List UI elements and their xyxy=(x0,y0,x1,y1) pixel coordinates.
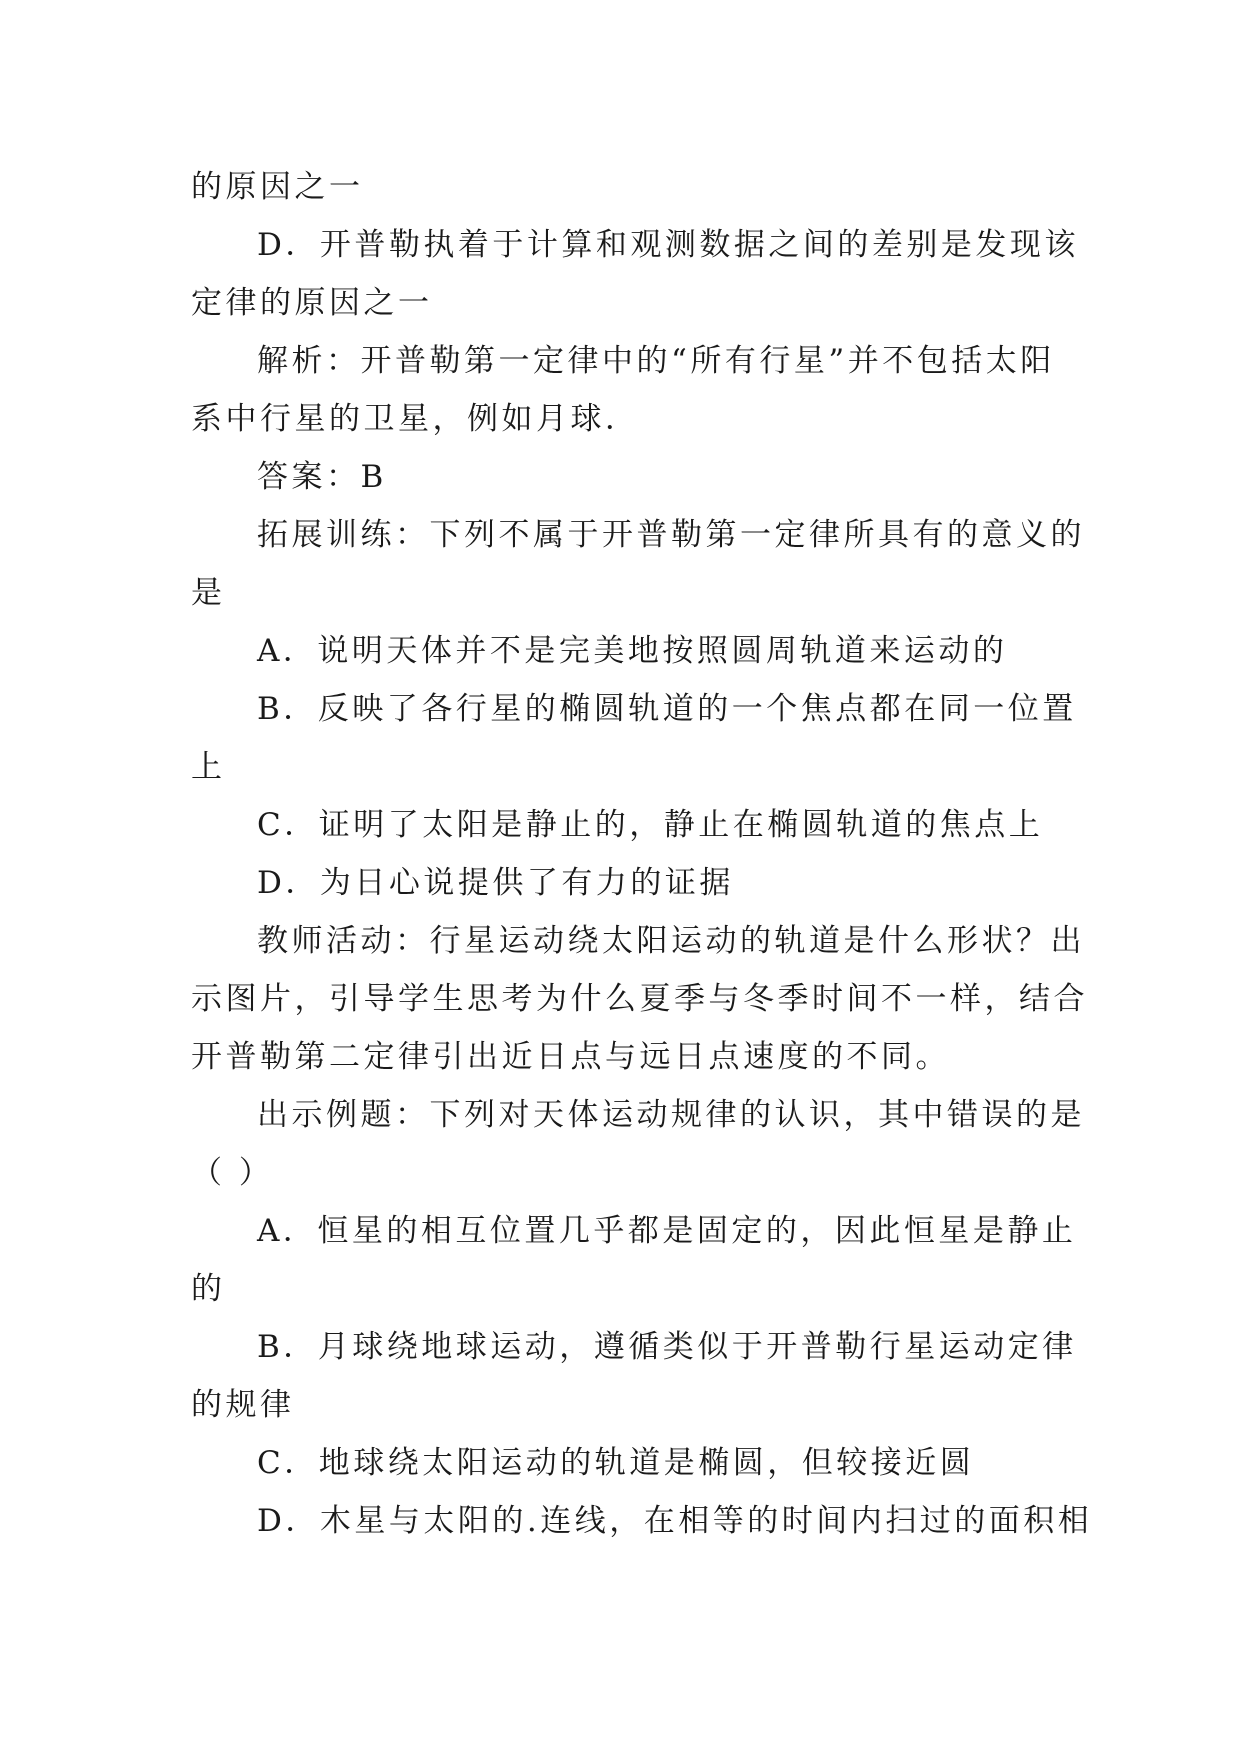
text-line: A．恒星的相互位置几乎都是固定的，因此恒星是静止 xyxy=(257,1213,1077,1249)
text-line: C．地球绕太阳运动的轨道是椭圆，但较接近圆 xyxy=(257,1445,975,1481)
text-line: 拓展训练：下列不属于开普勒第一定律所具有的意义的 xyxy=(257,517,1085,553)
text-line: 上 xyxy=(191,749,226,785)
text-line: 开普勒第二定律引出近日点与远日点速度的不同。 xyxy=(191,1039,950,1075)
text-line: 示图片，引导学生思考为什么夏季与冬季时间不一样，结合 xyxy=(191,981,1088,1017)
text-line: 的原因之一 xyxy=(191,169,364,205)
text-line: D．开普勒执着于计算和观测数据之间的差别是发现该 xyxy=(257,227,1079,263)
text-line: 是 xyxy=(191,575,226,611)
text-line: 定律的原因之一 xyxy=(191,285,433,321)
text-line: B．反映了各行星的椭圆轨道的一个焦点都在同一位置 xyxy=(257,691,1077,727)
text-line: A．说明天体并不是完美地按照圆周轨道来运动的 xyxy=(257,633,1008,669)
text-line: 的规律 xyxy=(191,1387,295,1423)
text-line: 教师活动：行星运动绕太阳运动的轨道是什么形状？出 xyxy=(257,923,1085,959)
text-line: 系中行星的卫星，例如月球． xyxy=(191,401,640,437)
text-line: C．证明了太阳是静止的，静止在椭圆轨道的焦点上 xyxy=(257,807,1044,843)
text-line: 出示例题：下列对天体运动规律的认识，其中错误的是 xyxy=(257,1097,1085,1133)
text-line: 的 xyxy=(191,1271,226,1307)
text-line: D．为日心说提供了有力的证据 xyxy=(257,865,734,901)
text-line: D．木星与太阳的.连线，在相等的时间内扫过的面积相 xyxy=(257,1503,1093,1539)
text-line: 答案：B xyxy=(257,459,387,495)
text-line: 解析：开普勒第一定律中的“所有行星”并不包括太阳 xyxy=(257,343,1055,379)
document-body xyxy=(191,158,1093,1550)
text-line: B．月球绕地球运动，遵循类似于开普勒行星运动定律 xyxy=(257,1329,1077,1365)
text-line: （ ） xyxy=(191,1155,274,1191)
